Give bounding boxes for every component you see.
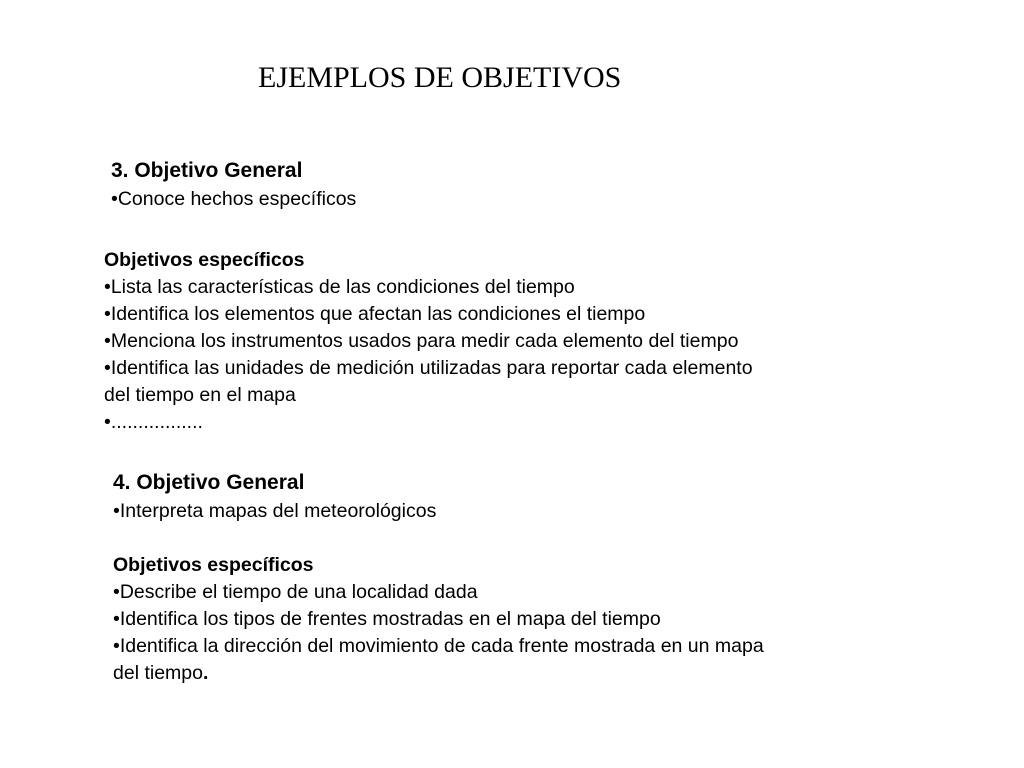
- objective-3-specific-list: [104, 247, 894, 436]
- list-item: •Lista las características de las condiciones del tiempo: [104, 276, 575, 298]
- objective-4-general-item: •Interpreta mapas del meteorológicos: [113, 500, 437, 522]
- list-item: •Describe el tiempo de una localidad dada: [113, 581, 478, 603]
- list-item: •Menciona los instrumentos usados para medir cada elemento del tiempo: [104, 330, 739, 352]
- list-item: •Identifica la dirección del movimiento de cada frente mostrada en un mapa: [113, 635, 764, 657]
- objective-3-general-item: •Conoce hechos específicos: [111, 188, 357, 210]
- objective-3-heading: 3. Objetivo General: [111, 159, 303, 182]
- list-item: •Identifica los elementos que afectan las condiciones el tiempo: [104, 303, 646, 325]
- objective-3-general: [111, 157, 356, 213]
- list-item: •Identifica los tipos de frentes mostradas en el mapa del tiempo: [113, 608, 661, 630]
- list-item: •.................: [104, 411, 203, 433]
- list-item-continuation: del tiempo en el mapa: [104, 384, 296, 406]
- last-line-text: del tiempo: [113, 662, 203, 684]
- list-item: •Identifica las unidades de medición utilizadas para reportar cada elemento: [104, 357, 753, 379]
- objective-3-specific-heading: Objetivos específicos: [104, 249, 305, 271]
- last-line-period: .: [202, 662, 209, 684]
- page-title: EJEMPLOS DE OBJETIVOS: [258, 61, 622, 94]
- objective-4-specific-heading: Objetivos específicos: [113, 554, 314, 576]
- objective-4-heading: 4. Objetivo General: [113, 471, 305, 494]
- objective-4-specific-list: [113, 552, 903, 687]
- objective-4-general: [113, 469, 436, 525]
- list-item-continuation: [113, 660, 903, 687]
